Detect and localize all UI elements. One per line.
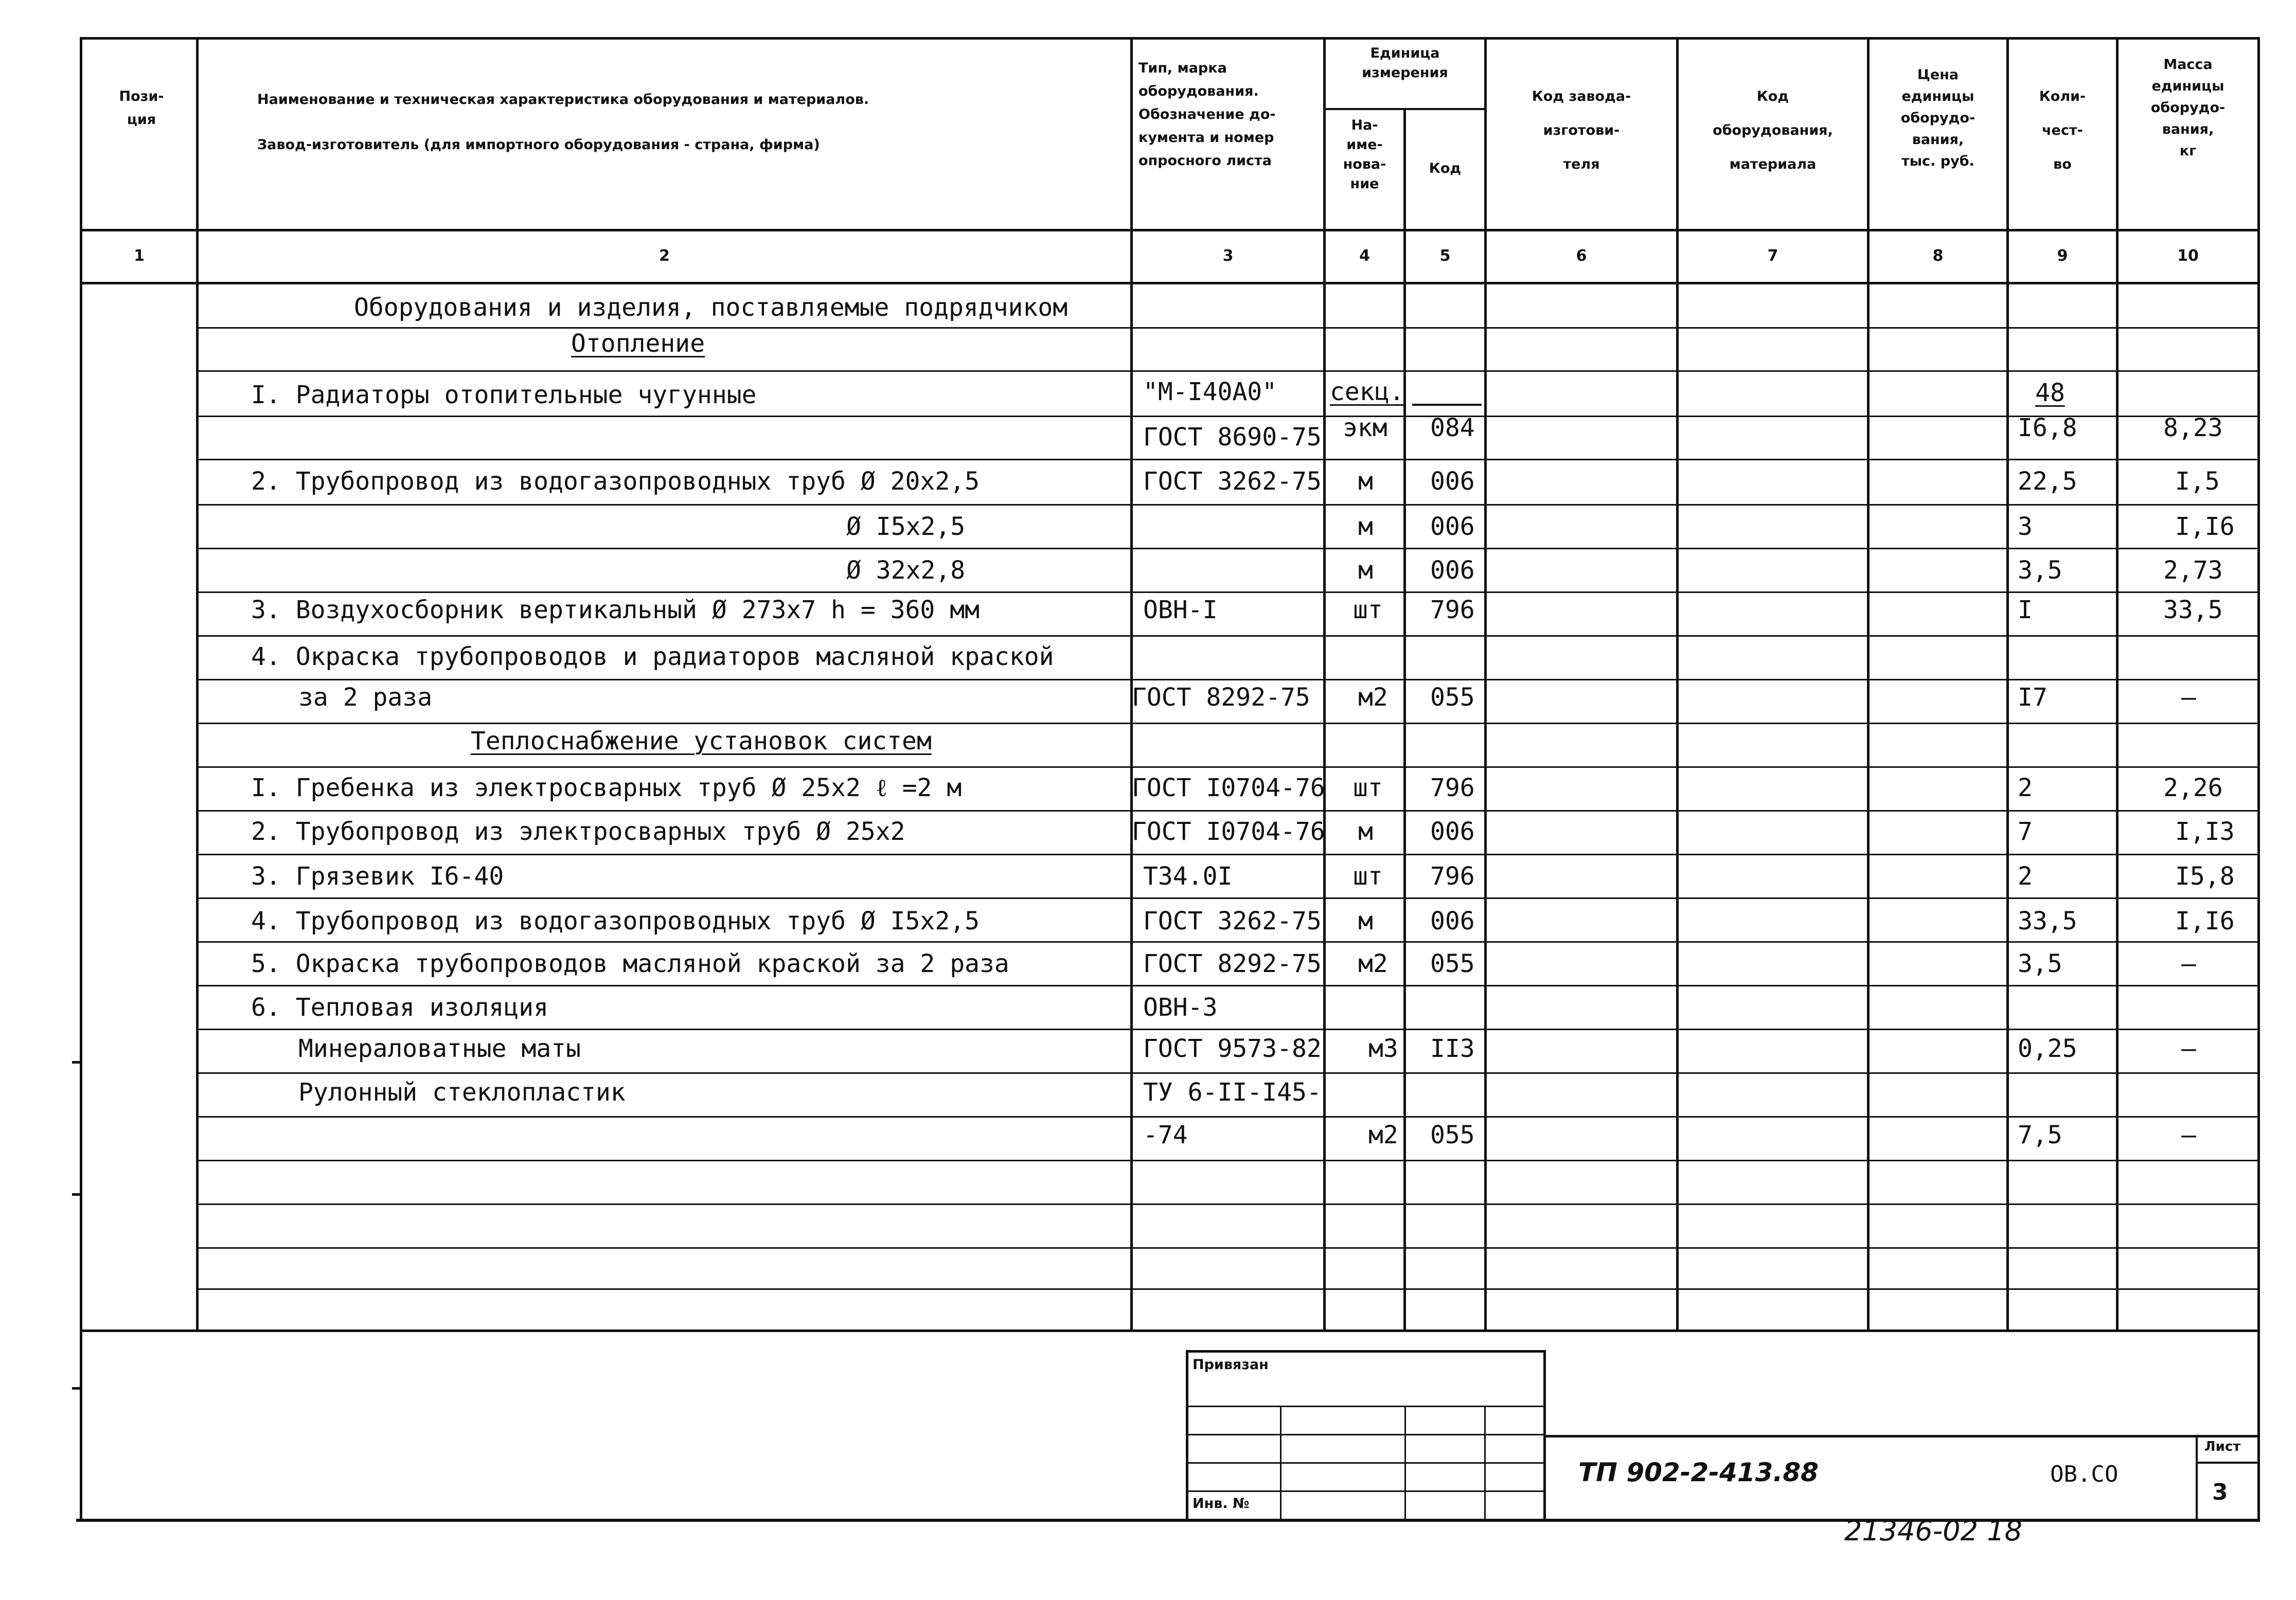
colnum-7: 7 (1767, 247, 1778, 265)
header-name: Наименование и техническая характеристика оборудования и материалов. Завод-изготовитель (для импортного оборудования - страна, фирма) (257, 92, 869, 153)
row-unit: м2 (1368, 1121, 1398, 1149)
row-type: -74 (1143, 1121, 1188, 1149)
row-unit: м2 (1358, 949, 1388, 978)
row-unit: м (1358, 467, 1373, 496)
row-qty: I7 (2018, 683, 2048, 712)
row-unit: м (1358, 556, 1373, 585)
row-name: за 2 раза (298, 683, 433, 712)
row-unit: м (1358, 907, 1373, 936)
row-name: 3. Грязевик I6-40 (251, 862, 504, 891)
row-code: 796 (1430, 862, 1475, 891)
colnum-1: 1 (134, 247, 145, 265)
row-type: ГОСТ I0704-76 (1132, 774, 1325, 802)
colnum-4: 4 (1359, 247, 1370, 265)
row-type: ГОСТ 3262-75 (1143, 907, 1322, 936)
stamp-linked: Привязан (1193, 1357, 1269, 1373)
colnum-10: 10 (2177, 247, 2199, 265)
row-mass: – (2181, 683, 2196, 712)
row-qty: 7,5 (2018, 1121, 2062, 1149)
colnum-6: 6 (1576, 247, 1587, 265)
row-type: ОВН-I (1143, 596, 1218, 624)
row-mass: I,5 (2175, 467, 2220, 496)
row-code: 796 (1430, 596, 1475, 624)
row-name: Ø I5х2,5 (846, 512, 966, 541)
row-code: 055 (1430, 683, 1475, 712)
row-qty: 22,5 (2018, 467, 2077, 496)
row-type: "М-I40А0" (1143, 377, 1277, 406)
row-type: ГОСТ 8690-75 (1143, 423, 1322, 452)
header-quantity: Коли- чест- во (2039, 88, 2086, 172)
doc-code: ТП 902-2-413.88 (1578, 1458, 1819, 1487)
row-qty: 33,5 (2018, 907, 2077, 936)
archive-number: 21346-02 18 (1844, 1515, 2022, 1547)
row-name: 4. Окраска трубопроводов и радиаторов масляной краской (251, 642, 1054, 671)
header-equipment-code: Код оборудования, материала (1713, 88, 1833, 172)
colnum-5: 5 (1439, 247, 1451, 265)
header-price: Цена единицы оборудо- вания, тыс. руб. (1900, 67, 1975, 169)
row-qty: 48 (2035, 379, 2065, 407)
row-type: ГОСТ 8292-75 (1132, 683, 1310, 712)
header-mass: Масса единицы оборудо- вания, кг (2150, 57, 2226, 159)
section-heating: Отопление (571, 329, 705, 358)
row-qty: 3 (2018, 512, 2033, 541)
row-code: 055 (1430, 1121, 1475, 1149)
row-mass: 8,23 (2163, 414, 2223, 442)
row-unit: м (1358, 512, 1373, 541)
row-mass: I,I3 (2175, 817, 2235, 846)
sheet-number: 3 (2212, 1479, 2228, 1505)
header-unit-name: На- име- нова- ние (1343, 117, 1386, 192)
section-heat-supply: Теплоснабжение установок систем (471, 727, 932, 756)
row-name: Ø 32х2,8 (846, 556, 966, 585)
row-mass: 2,26 (2163, 774, 2223, 802)
row-unit: экм (1343, 414, 1387, 442)
row-type: ГОСТ 8292-75 (1143, 949, 1322, 978)
row-mass: 2,73 (2163, 556, 2223, 585)
doc-suffix: ОВ.СО (2050, 1461, 2119, 1487)
row-code: 055 (1430, 949, 1475, 978)
colnum-3: 3 (1222, 247, 1234, 265)
row-unit: шт (1353, 596, 1383, 624)
colnum-8: 8 (1932, 247, 1944, 265)
row-code: II3 (1430, 1034, 1475, 1063)
row-name: 6. Тепловая изоляция (251, 993, 548, 1022)
row-name: Минераловатные маты (298, 1034, 581, 1063)
colnum-2: 2 (659, 247, 670, 265)
row-mass: 33,5 (2163, 596, 2223, 624)
row-unit: м2 (1358, 683, 1388, 712)
row-qty: 2 (2018, 774, 2033, 802)
row-qty: 7 (2018, 817, 2033, 846)
row-mass: – (2181, 1121, 2196, 1149)
row-unit: шт (1353, 774, 1383, 802)
stamp-inv-no: Инв. № (1193, 1496, 1250, 1512)
header-position: Пози- ция (119, 88, 164, 128)
row-mass: I,I6 (2175, 512, 2235, 541)
row-mass: – (2181, 949, 2196, 978)
row-code: 006 (1430, 512, 1475, 541)
row-name: 4. Трубопровод из водогазопроводных труб Ø I5х2,5 (251, 907, 980, 936)
row-type: ТУ 6-II-I45- (1143, 1078, 1322, 1107)
row-type: ГОСТ 3262-75 (1143, 467, 1322, 496)
row-qty: I6,8 (2018, 414, 2077, 442)
row-unit: м (1358, 817, 1373, 846)
colnum-9: 9 (2057, 247, 2068, 265)
row-name: 2. Трубопровод из водогазопроводных труб Ø 20х2,5 (251, 467, 980, 496)
row-code: 796 (1430, 774, 1475, 802)
row-code: 006 (1430, 467, 1475, 496)
row-name: Рулонный стеклопластик (298, 1078, 626, 1107)
header-unit-code: Код (1429, 160, 1462, 176)
row-name: 3. Воздухосборник вертикальный Ø 273х7 h = 360 мм (251, 596, 980, 624)
row-code: 006 (1430, 907, 1475, 936)
row-unit: шт (1353, 862, 1383, 891)
row-code: 006 (1430, 556, 1475, 585)
row-mass: I,I6 (2175, 907, 2235, 936)
row-name: I. Гребенка из электросварных труб Ø 25х2 ℓ =2 м (251, 774, 962, 802)
row-unit: секц. (1330, 377, 1404, 406)
row-name: I. Радиаторы отопительные чугунные (251, 381, 757, 409)
row-type: ГОСТ I0704-76 (1132, 817, 1325, 846)
row-code: 006 (1430, 817, 1475, 846)
header-type: Тип, марка оборудования. Обозначение до- кумента и номер опросного листа (1138, 60, 1276, 169)
row-qty: 3,5 (2018, 556, 2062, 585)
row-name: 5. Окраска трубопроводов масляной краской за 2 раза (251, 949, 1009, 978)
row-code: 084 (1430, 414, 1475, 442)
row-qty: 0,25 (2018, 1034, 2077, 1063)
row-mass: I5,8 (2175, 862, 2235, 891)
header-factory-code: Код завода- изготови- теля (1532, 88, 1631, 172)
row-type: ГОСТ 9573-82 (1143, 1034, 1322, 1063)
header-unit: Единица измерения (1362, 45, 1448, 81)
row-type: ОВН-3 (1143, 993, 1218, 1022)
row-qty: 3,5 (2018, 949, 2062, 978)
row-qty: I (2018, 596, 2033, 624)
row-type: Т34.0I (1143, 862, 1233, 891)
section-title-main: Оборудования и изделия, поставляемые подрядчиком (354, 293, 1068, 322)
row-unit: м3 (1368, 1034, 1398, 1063)
sheet-label: Лист (2204, 1439, 2241, 1454)
row-name: 2. Трубопровод из электросварных труб Ø 25х2 (251, 817, 905, 846)
row-qty: 2 (2018, 862, 2033, 891)
row-mass: – (2181, 1034, 2196, 1063)
